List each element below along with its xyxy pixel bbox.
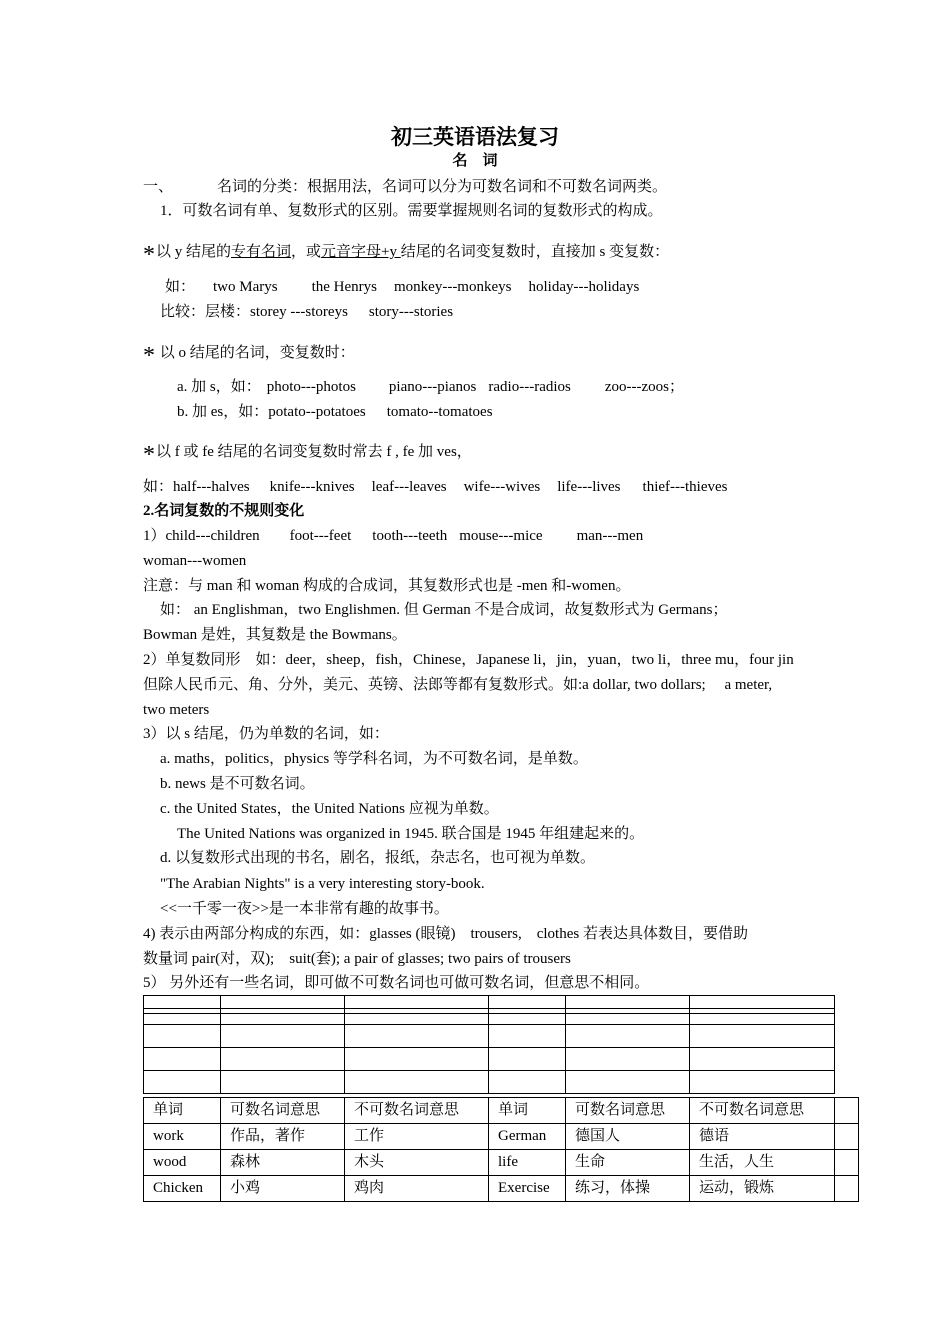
example-item: tooth---teeth — [372, 528, 448, 544]
example-item: holiday---holidays — [528, 279, 640, 295]
table-header-row — [144, 1098, 859, 1124]
rule-f-line — [143, 442, 472, 468]
table-cell: 德语 — [690, 1124, 835, 1150]
irregular-item-1 — [143, 526, 643, 546]
example-item: leaf---leaves — [371, 479, 447, 495]
table-cell: 木头 — [345, 1150, 489, 1176]
example-label: 如： — [143, 479, 174, 495]
item-3-d-example: "The Arabian Nights" is a very interesting story-book. — [160, 876, 485, 892]
document-title: 初三英语语法复习 — [391, 125, 559, 149]
rule-y-underline-2: 元音字母+y — [321, 244, 401, 260]
table-cell: 练习，体操 — [566, 1176, 690, 1202]
example-item: knife---knives — [269, 479, 355, 495]
rule-y-line — [143, 242, 670, 268]
section-one-text: 名词的分类：根据用法，名词可以分为可数名词和不可数名词两类。 — [217, 179, 668, 195]
irregular-item-2-cont: 但除人民币元、角、分外，美元、英镑、法郎等都有复数形式。如:a dollar, two dollars; a meter, — [143, 677, 773, 693]
table-header: 不可数名词意思 — [345, 1098, 489, 1124]
table-cell: wood — [144, 1150, 221, 1176]
table-cell: 工作 — [345, 1124, 489, 1150]
item-label: 1） — [143, 528, 166, 544]
item-3-a: a. maths，politics，physics 等学科名词，为不可数名词，是单数。 — [160, 751, 588, 767]
item-3-b: b. news 是不可数名词。 — [160, 776, 315, 792]
table-cell: 德国人 — [566, 1124, 690, 1150]
item-3-d-translation: <<一千零一夜>>是一本非常有趣的故事书。 — [160, 901, 449, 917]
example-item: the Henrys — [311, 279, 377, 295]
empty-grid — [143, 995, 835, 1094]
example-item: piano---pianos — [388, 379, 477, 395]
table-cell-empty — [835, 1124, 859, 1150]
example-item: wife---wives — [463, 479, 541, 495]
rule-y-mid: ，或 — [291, 244, 322, 260]
example-item: thief---thieves — [642, 479, 728, 495]
example-item: tomato--tomatoes — [386, 404, 493, 420]
table-cell: 森林 — [221, 1150, 345, 1176]
table-header: 单词 — [144, 1098, 221, 1124]
compare-example: story---stories — [368, 304, 454, 320]
table-cell: life — [489, 1150, 566, 1176]
rule-o-a — [177, 377, 684, 397]
table-row — [144, 1124, 859, 1150]
rule-y-pre: 以 y 结尾的 — [156, 244, 232, 260]
rule-y-post: 结尾的名词变复数时，直接加 s 变复数： — [400, 244, 670, 260]
rule-o-line — [143, 343, 355, 369]
item-3-c: c. the United States，the United Nations 应视为单数。 — [160, 801, 499, 817]
table-row — [144, 1176, 859, 1202]
section-two-heading: 2.名词复数的不规则变化 — [143, 503, 305, 519]
example-label: 如： — [165, 279, 196, 295]
table-cell: 生命 — [566, 1150, 690, 1176]
note-line: 注意：与 man 和 woman 构成的合成词，其复数形式也是 -men 和-women。 — [143, 578, 631, 594]
example-item: two Marys — [213, 279, 278, 295]
irregular-item-1-cont: woman---women — [143, 553, 247, 569]
example-item: life---lives — [557, 479, 621, 495]
example-item: half---halves — [173, 479, 250, 495]
table-cell: 作品，著作 — [221, 1124, 345, 1150]
asterisk-icon: * — [143, 242, 155, 268]
section-subtitle: 名 词 — [452, 153, 498, 169]
compare-label: 比较： — [160, 304, 206, 320]
item-3-c-example: The United Nations was organized in 1945. 联合国是 1945 年组建起来的。 — [177, 826, 645, 842]
asterisk-icon: * — [143, 442, 155, 468]
irregular-item-4-cont: 数量词 pair(对，双); suit(套); a pair of glasses; two pairs of trousers — [143, 951, 571, 967]
example-item: potato--potatoes — [268, 404, 366, 420]
rule-o-b-label: b. 加 es，如： — [177, 404, 269, 420]
irregular-item-5: 5） 另外还有一些名词，即可做不可数名词也可做可数名词，但意思不相同。 — [143, 975, 650, 991]
table-cell: German — [489, 1124, 566, 1150]
table-header: 单词 — [489, 1098, 566, 1124]
example-item: monkey---monkeys — [394, 279, 512, 295]
rule-f-text: 以 f 或 fe 结尾的名词变复数时常去 f , fe 加 ves， — [156, 444, 472, 460]
section-number: 一、 — [143, 179, 174, 195]
table-cell: 生活，人生 — [690, 1150, 835, 1176]
table-header: 可数名词意思 — [566, 1098, 690, 1124]
table-cell-empty — [835, 1150, 859, 1176]
table-header: 不可数名词意思 — [690, 1098, 835, 1124]
table-cell: 小鸡 — [221, 1176, 345, 1202]
example-item: radio---radios — [488, 379, 571, 395]
irregular-item-3: 3）以 s 结尾，仍为单数的名词，如： — [143, 726, 389, 742]
table-cell-empty — [835, 1176, 859, 1202]
example-item: man---men — [576, 528, 644, 544]
rule-f-examples — [143, 477, 728, 497]
table-cell: Chicken — [144, 1176, 221, 1202]
example-item: child---children — [165, 528, 260, 544]
example-item: foot---feet — [289, 528, 352, 544]
example-item: photo---photos — [266, 379, 356, 395]
table-header: 可数名词意思 — [221, 1098, 345, 1124]
table-cell: 鸡肉 — [345, 1176, 489, 1202]
example-item: zoo---zoos； — [604, 379, 685, 395]
irregular-item-2-cont-2: two meters — [143, 702, 210, 718]
note-example: 如： an Englishman，two Englishmen. 但 German 不是合成词，故复数形式为 Germans； — [160, 602, 728, 618]
rule-y-examples — [165, 277, 639, 297]
table-cell: work — [144, 1124, 221, 1150]
asterisk-icon: * — [143, 343, 155, 369]
irregular-item-4: 4) 表示由两部分构成的东西，如：glasses (眼镜) trousers, clothes 若表达具体数目，要借助 — [143, 926, 748, 942]
example-item: mouse---mice — [459, 528, 543, 544]
section-one-line — [143, 177, 667, 197]
rule-o-text: 以 o 结尾的名词，变复数时： — [156, 345, 355, 361]
compare-text: 层楼：storey ---storeys — [205, 304, 348, 320]
irregular-item-2: 2）单复数同形 如：deer，sheep，fish，Chinese，Japanese li，jin，yuan，two li，three mu，four jin — [143, 652, 794, 668]
rule-y-compare — [160, 302, 453, 322]
noun-meaning-table — [143, 1097, 859, 1202]
table-cell: Exercise — [489, 1176, 566, 1202]
rule-o-a-label: a. 加 s，如： — [177, 379, 261, 395]
note-example-2: Bowman 是姓，其复数是 the Bowmans。 — [143, 627, 407, 643]
rule-y-underline-1: 专有名词 — [231, 244, 292, 260]
point-one: 1．可数名词有单、复数形式的区别。需要掌握规则名词的复数形式的构成。 — [160, 203, 663, 219]
table-cell-empty — [835, 1098, 859, 1124]
table-cell: 运动，锻炼 — [690, 1176, 835, 1202]
table-row — [144, 1150, 859, 1176]
item-3-d: d. 以复数形式出现的书名，剧名，报纸，杂志名，也可视为单数。 — [160, 850, 596, 866]
rule-o-b — [177, 402, 493, 422]
